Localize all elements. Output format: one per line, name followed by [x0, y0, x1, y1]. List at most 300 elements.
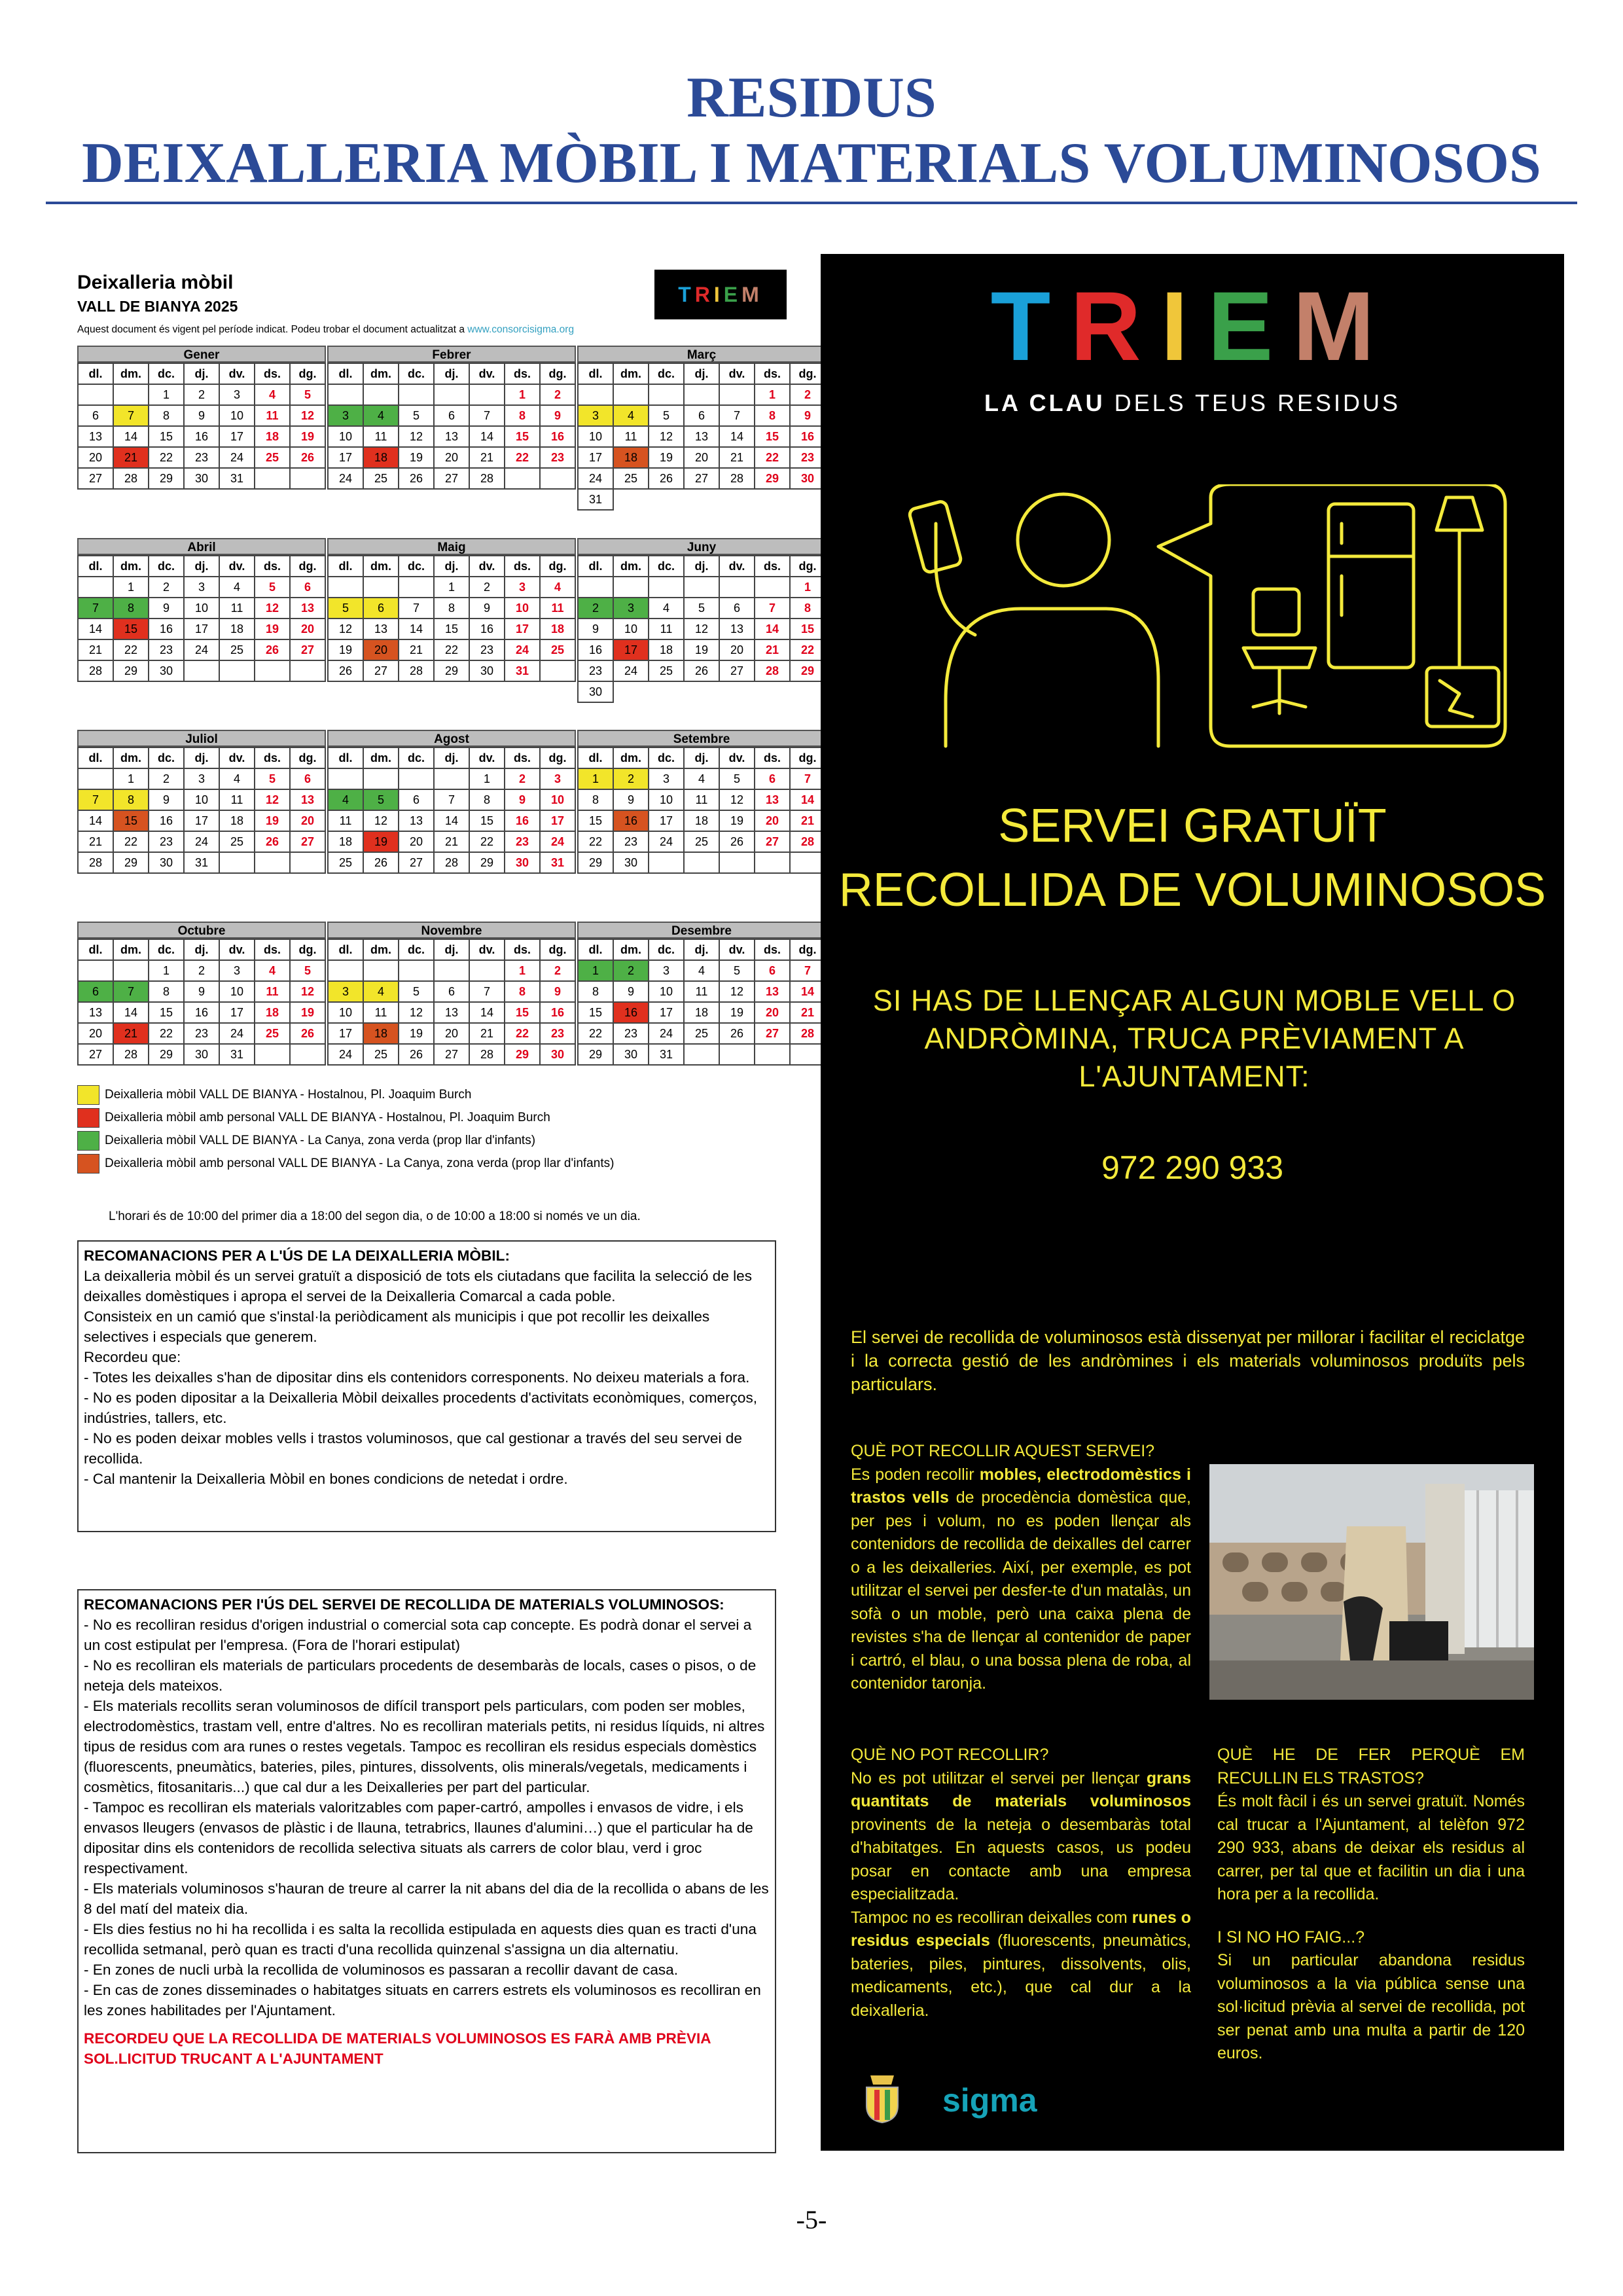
- calendar-day: 31: [578, 489, 613, 510]
- day-header: ds.: [755, 556, 790, 577]
- calendar-day: 5: [255, 577, 290, 598]
- calendar-day: 2: [184, 384, 219, 405]
- calendar-day: 21: [790, 810, 825, 831]
- calendar-day: 13: [399, 810, 434, 831]
- calendar-day: 1: [790, 577, 825, 598]
- calendar-day: [219, 852, 255, 873]
- page-subtitle: DEIXALLERIA MÒBIL I MATERIALS VOLUMINOSOS: [82, 132, 1541, 195]
- calendar-day: [684, 681, 719, 702]
- calendar-day: 29: [790, 660, 825, 681]
- calendar-day: 6: [684, 405, 719, 426]
- calendar-day: 15: [113, 619, 149, 639]
- calendar-day: 8: [113, 789, 149, 810]
- calendar-day: 18: [328, 831, 363, 852]
- calendar-day: 11: [255, 981, 290, 1002]
- q2b-pre: Tampoc no es recolliran deixalles com: [851, 1908, 1132, 1927]
- calendar-day: 29: [113, 852, 149, 873]
- calendar-day: 22: [755, 447, 790, 468]
- calendar-day: 29: [755, 468, 790, 489]
- calendar-day: 24: [505, 639, 540, 660]
- calendar-day: 26: [255, 639, 290, 660]
- month-setembre: [577, 730, 826, 874]
- calendar-day: 8: [755, 405, 790, 426]
- calendar-day: 2: [613, 768, 649, 789]
- calendar-day: 29: [505, 1044, 540, 1065]
- calendar-day: 13: [719, 619, 755, 639]
- day-header: dg.: [290, 939, 325, 960]
- calendar-day: 1: [113, 577, 149, 598]
- calendar-day: 9: [505, 789, 540, 810]
- legend-item: [77, 1131, 535, 1151]
- day-header: dj.: [684, 747, 719, 768]
- calendar-day: 20: [755, 1002, 790, 1023]
- month-juny: [577, 538, 826, 703]
- calendar-day: 25: [255, 447, 290, 468]
- calendar-day: 27: [434, 1044, 469, 1065]
- calendar-day: 20: [684, 447, 719, 468]
- day-header: dm.: [613, 363, 649, 384]
- calendar-day: 27: [78, 468, 113, 489]
- calendar-day: 19: [290, 1002, 325, 1023]
- calendar-day: [684, 384, 719, 405]
- calendar-day: 19: [649, 447, 684, 468]
- reco-voluminosos-note: RECORDEU QUE LA RECOLLIDA DE MATERIALS VOLUMINOSOS ES FARÀ AMB PRÈVIA SOL.LICITUD TRUCANT A L'AJUNTAMENT: [84, 2030, 711, 2067]
- reco-paragraph: - Totes les deixalles s'han de dipositar dins els contenidors corresponents. No deixeu materials a fora.: [84, 1369, 750, 1386]
- calendar-day: 14: [78, 619, 113, 639]
- calendar-day: 11: [219, 789, 255, 810]
- day-header: dm.: [363, 556, 399, 577]
- calendar-day: 3: [649, 768, 684, 789]
- day-header: ds.: [255, 939, 290, 960]
- calendar-day: 27: [719, 660, 755, 681]
- legend-item: [77, 1154, 614, 1174]
- legend-text: Deixalleria mòbil VALL DE BIANYA - Hostalnou, Pl. Joaquim Burch: [105, 1088, 472, 1102]
- calendar-day: 18: [219, 810, 255, 831]
- calendar-day: 25: [219, 831, 255, 852]
- calendar-day: 6: [434, 405, 469, 426]
- calendar-day: [255, 468, 290, 489]
- calendar-day: 27: [434, 468, 469, 489]
- calendar-day: 27: [399, 852, 434, 873]
- calendar-day: 12: [719, 789, 755, 810]
- calendar-day: 4: [219, 577, 255, 598]
- calendar-day: 26: [399, 1044, 434, 1065]
- calendar-day: 20: [78, 1023, 113, 1044]
- calendar-day: 29: [149, 1044, 184, 1065]
- calendar-day: 31: [505, 660, 540, 681]
- day-header: dg.: [790, 747, 825, 768]
- calendar-day: 21: [78, 639, 113, 660]
- calendar-day: 20: [434, 447, 469, 468]
- day-header: dv.: [469, 556, 505, 577]
- calendar-day: 28: [719, 468, 755, 489]
- calendar-day: 19: [719, 810, 755, 831]
- legend-swatch: [77, 1108, 99, 1128]
- calendar-day: 4: [363, 405, 399, 426]
- legend-text: Deixalleria mòbil VALL DE BIANYA - La Canya, zona verda (prop llar d'infants): [105, 1134, 536, 1147]
- legend-item: [77, 1108, 550, 1128]
- calendar-day: 14: [399, 619, 434, 639]
- section-que-he-de-fer: [1217, 1744, 1525, 2066]
- calendar-day: 4: [684, 768, 719, 789]
- calendar-day: 24: [184, 831, 219, 852]
- calendar-day: 11: [649, 619, 684, 639]
- calendar-day: 22: [113, 831, 149, 852]
- calendar-day: 7: [755, 598, 790, 619]
- calendar-day: [578, 577, 613, 598]
- day-header: dm.: [113, 363, 149, 384]
- calendar-day: 11: [684, 789, 719, 810]
- calendar-day: 29: [149, 468, 184, 489]
- calendar-day: 30: [149, 660, 184, 681]
- calendar-day: 27: [755, 1023, 790, 1044]
- calendar-day: 28: [113, 468, 149, 489]
- day-header: dm.: [613, 747, 649, 768]
- calendar-day: 17: [649, 810, 684, 831]
- calendar-day: 15: [434, 619, 469, 639]
- calendar-day: 9: [540, 405, 575, 426]
- calendar-day: [113, 960, 149, 981]
- calendar-note-text: Aquest document és vigent pel període indicat. Podeu trobar el document actualitzat a: [77, 324, 468, 335]
- voluminosos-street-photo: [1209, 1464, 1534, 1700]
- calendar-day: 30: [184, 468, 219, 489]
- calendar-day: 22: [434, 639, 469, 660]
- calendar-day: 17: [219, 1002, 255, 1023]
- reco-paragraph: - Tampoc es recolliran els materials valoritzables com paper-cartró, ampolles i envasos de vidre, i els envasos lleugers (envasos de plàstic i de llauna, tetrabrics, llaunes d'alumini…) que el particular ha de dipositar dins els contenidors de recollida selectiva situats als carrers de color blau, verd i groc respectivament.: [84, 1799, 753, 1876]
- calendar-day: 22: [505, 447, 540, 468]
- calendar-day: [755, 1044, 790, 1065]
- day-header: dv.: [219, 363, 255, 384]
- month-febrer: [327, 346, 576, 490]
- month-maig: [327, 538, 576, 682]
- calendar-day: 29: [578, 1044, 613, 1065]
- calendar-day: [613, 489, 649, 510]
- calendar-day: 23: [578, 660, 613, 681]
- day-header: dv.: [469, 363, 505, 384]
- calendar-day: 30: [578, 681, 613, 702]
- calendar-day: 28: [434, 852, 469, 873]
- calendar-day: 30: [149, 852, 184, 873]
- calendar-day: [328, 384, 363, 405]
- calendar-day: [434, 960, 469, 981]
- calendar-day: [328, 577, 363, 598]
- calendar-day: 18: [684, 810, 719, 831]
- calendar-day: [113, 384, 149, 405]
- calendar-day: 9: [613, 981, 649, 1002]
- calendar-day: 27: [290, 639, 325, 660]
- calendar-day: 9: [613, 789, 649, 810]
- calendar-day: 24: [613, 660, 649, 681]
- day-header: dl.: [578, 747, 613, 768]
- calendar-day: 8: [149, 405, 184, 426]
- calendar-day: 19: [399, 447, 434, 468]
- calendar-day: 15: [469, 810, 505, 831]
- calendar-day: 30: [613, 852, 649, 873]
- day-header: dl.: [578, 363, 613, 384]
- calendar-day: 4: [328, 789, 363, 810]
- calendar-day: [399, 577, 434, 598]
- calendar-day: 13: [78, 426, 113, 447]
- calendar-day: 7: [719, 405, 755, 426]
- calendar-day: 28: [469, 1044, 505, 1065]
- calendar-day: 17: [649, 1002, 684, 1023]
- month-name: Maig: [327, 538, 576, 555]
- calendar-day: 5: [719, 960, 755, 981]
- month-name: Octubre: [77, 922, 326, 939]
- calendar-day: 8: [149, 981, 184, 1002]
- calendar-day: 19: [255, 619, 290, 639]
- legend-text: Deixalleria mòbil amb personal VALL DE BIANYA - Hostalnou, Pl. Joaquim Burch: [105, 1111, 550, 1124]
- calendar-day: 17: [184, 810, 219, 831]
- calendar-day: 8: [578, 981, 613, 1002]
- calendar-day: [290, 1044, 325, 1065]
- calendar-day: [578, 384, 613, 405]
- calendar-day: 16: [613, 1002, 649, 1023]
- calendar-day: 6: [755, 960, 790, 981]
- calendar-day: [434, 384, 469, 405]
- calendar-day: [649, 852, 684, 873]
- calendar-day: 28: [113, 1044, 149, 1065]
- month-març: [577, 346, 826, 511]
- day-header: dv.: [219, 747, 255, 768]
- day-header: ds.: [255, 747, 290, 768]
- calendar-day: 24: [219, 447, 255, 468]
- calendar-day: 19: [363, 831, 399, 852]
- calendar-day: 15: [505, 426, 540, 447]
- calendar-day: 21: [469, 1023, 505, 1044]
- calendar-day: [755, 577, 790, 598]
- day-header: dm.: [613, 556, 649, 577]
- calendar-day: [290, 660, 325, 681]
- calendar-day: 23: [790, 447, 825, 468]
- reco-paragraph: - Cal mantenir la Deixalleria Mòbil en bones condicions de netedat i ordre.: [84, 1471, 568, 1487]
- day-header: dl.: [78, 939, 113, 960]
- calendar-day: 1: [434, 577, 469, 598]
- calendar-day: 27: [290, 831, 325, 852]
- calendar-day: 13: [290, 598, 325, 619]
- calendar-day: 21: [113, 447, 149, 468]
- calendar-day: 13: [434, 1002, 469, 1023]
- calendar-day: 24: [540, 831, 575, 852]
- calendar-day: 26: [328, 660, 363, 681]
- day-header: dl.: [328, 939, 363, 960]
- calendar-day: 3: [578, 405, 613, 426]
- calendar-day: [649, 384, 684, 405]
- day-header: dv.: [719, 556, 755, 577]
- day-header: ds.: [755, 747, 790, 768]
- calendar-day: [255, 1044, 290, 1065]
- day-header: dv.: [719, 363, 755, 384]
- calendar-day: 20: [290, 810, 325, 831]
- consorci-link[interactable]: www.consorcisigma.org: [467, 324, 575, 335]
- calendar-day: 14: [755, 619, 790, 639]
- day-header: ds.: [255, 363, 290, 384]
- q2-text: [851, 1767, 1191, 1907]
- reco-paragraph: Recordeu que:: [84, 1349, 181, 1365]
- calendar-day: [399, 960, 434, 981]
- calendar-day: 13: [434, 426, 469, 447]
- calendar-day: [719, 577, 755, 598]
- day-header: dj.: [434, 363, 469, 384]
- reco-paragraph: - En cas de zones disseminades o habitatges situats en carrers estrets els voluminosos es recolliran en les zones habilitades per l'Ajuntament.: [84, 1982, 761, 2018]
- calendar-day: 14: [790, 789, 825, 810]
- q4-title: I SI NO HO FAIG...?: [1217, 1928, 1365, 1946]
- calendar-day: 3: [328, 405, 363, 426]
- calendar-day: 30: [790, 468, 825, 489]
- calendar-day: [613, 681, 649, 702]
- calendar-day: 12: [255, 598, 290, 619]
- calendar-day: 23: [149, 639, 184, 660]
- calendar-hours: L'horari és de 10:00 del primer dia a 18:00 del segon dia, o de 10:00 a 18:00 si només ve un dia.: [109, 1210, 641, 1223]
- calendar-day: 14: [790, 981, 825, 1002]
- calendar-day: 29: [578, 852, 613, 873]
- month-agost: [327, 730, 576, 874]
- calendar-day: 1: [505, 960, 540, 981]
- calendar-day: 6: [290, 768, 325, 789]
- month-name: Novembre: [327, 922, 576, 939]
- triem-letter: T: [990, 271, 1071, 381]
- calendar-day: 24: [649, 831, 684, 852]
- calendar-day: 7: [469, 405, 505, 426]
- calendar-day: [290, 468, 325, 489]
- q3-text: És molt fàcil i és un servei gratuït. Només cal trucar a l'Ajuntament, al telèfon 972 290 933, abans de deixar els residus al carrer, per tal que et facilitin un dia i una hora per a la recollida.: [1217, 1792, 1525, 1903]
- day-header: dc.: [649, 939, 684, 960]
- calendar-day: 4: [255, 960, 290, 981]
- calendar-day: 10: [540, 789, 575, 810]
- calendar-day: 9: [184, 981, 219, 1002]
- calendar-day: 29: [469, 852, 505, 873]
- calendar-day: 1: [505, 384, 540, 405]
- calendar-day: 22: [578, 1023, 613, 1044]
- calendar-day: 2: [613, 960, 649, 981]
- poster-phone[interactable]: 972 290 933: [1101, 1149, 1284, 1186]
- calendar-day: 16: [149, 810, 184, 831]
- calendar-day: 23: [184, 447, 219, 468]
- calendar-day: 12: [290, 405, 325, 426]
- calendar-day: 3: [219, 960, 255, 981]
- day-header: dg.: [290, 747, 325, 768]
- day-header: dj.: [184, 556, 219, 577]
- day-header: dc.: [149, 363, 184, 384]
- calendar-day: 19: [255, 810, 290, 831]
- calendar-day: 21: [469, 447, 505, 468]
- calendar-day: 3: [184, 577, 219, 598]
- calendar-day: 9: [469, 598, 505, 619]
- day-header: dg.: [290, 556, 325, 577]
- calendar-day: 16: [613, 810, 649, 831]
- calendar-day: 14: [113, 426, 149, 447]
- calendar-day: 3: [649, 960, 684, 981]
- calendar-day: 1: [755, 384, 790, 405]
- calendar-day: 24: [649, 1023, 684, 1044]
- ajuntament-shield-icon: [863, 2072, 902, 2124]
- calendar-day: 31: [219, 468, 255, 489]
- day-header: dc.: [149, 556, 184, 577]
- calendar-day: 8: [434, 598, 469, 619]
- reco-deixalleria-box: [77, 1240, 776, 1532]
- month-name: Desembre: [577, 922, 826, 939]
- calendar-day: 28: [399, 660, 434, 681]
- calendar-day: 5: [328, 598, 363, 619]
- calendar-day: 16: [578, 639, 613, 660]
- calendar-day: 7: [78, 598, 113, 619]
- calendar-day: 4: [219, 768, 255, 789]
- q2-pre: No es pot utilitzar el servei per llençar: [851, 1768, 1147, 1787]
- calendar-day: 4: [255, 384, 290, 405]
- calendar-day: 18: [363, 447, 399, 468]
- day-header: ds.: [255, 556, 290, 577]
- calendar-day: 28: [790, 1023, 825, 1044]
- calendar-day: 5: [290, 960, 325, 981]
- calendar-day: 20: [78, 447, 113, 468]
- poster-call-to-action: SI HAS DE LLENÇAR ALGUN MOBLE VELL O ANDRÒMINA, TRUCA PRÈVIAMENT A L'AJUNTAMENT:: [872, 984, 1516, 1093]
- q2-title: QUÈ NO POT RECOLLIR?: [851, 1746, 1049, 1764]
- calendar-day: 24: [578, 468, 613, 489]
- calendar-day: [790, 489, 825, 510]
- calendar-day: 10: [613, 619, 649, 639]
- calendar-day: 30: [540, 1044, 575, 1065]
- tagline-bold: LA CLAU: [984, 389, 1105, 416]
- calendar-day: 6: [434, 981, 469, 1002]
- day-header: dv.: [219, 556, 255, 577]
- calendar-day: 10: [505, 598, 540, 619]
- calendar-day: 25: [684, 831, 719, 852]
- calendar-day: 1: [578, 768, 613, 789]
- month-name: Gener: [77, 346, 326, 363]
- calendar-day: 10: [219, 981, 255, 1002]
- calendar-day: [755, 681, 790, 702]
- calendar-day: 11: [363, 1002, 399, 1023]
- calendar-day: 16: [505, 810, 540, 831]
- calendar-day: 6: [399, 789, 434, 810]
- calendar-day: 31: [184, 852, 219, 873]
- day-header: dj.: [184, 939, 219, 960]
- reco-paragraph: Consisteix en un camió que s'instal·la periòdicament als municipis i que pot recollir les deixalles selectives i especials que generem.: [84, 1308, 710, 1345]
- calendar-day: 12: [399, 1002, 434, 1023]
- calendar-day: 23: [469, 639, 505, 660]
- day-header: dl.: [78, 747, 113, 768]
- calendar-day: [219, 660, 255, 681]
- calendar-day: 5: [255, 768, 290, 789]
- calendar-day: 26: [363, 852, 399, 873]
- reco-deixalleria-title: RECOMANACIONS PER A L'ÚS DE LA DEIXALLERIA MÒBIL:: [84, 1247, 510, 1264]
- calendar-day: 23: [540, 1023, 575, 1044]
- calendar-day: 4: [684, 960, 719, 981]
- calendar-day: 6: [719, 598, 755, 619]
- day-header: dj.: [184, 747, 219, 768]
- calendar-day: 5: [399, 981, 434, 1002]
- sigma-logo: sigma: [942, 2082, 1037, 2119]
- day-header: ds.: [505, 363, 540, 384]
- tagline-rest: DELS TEUS RESIDUS: [1105, 389, 1401, 416]
- calendar-day: [78, 768, 113, 789]
- calendar-day: 21: [113, 1023, 149, 1044]
- calendar-day: 26: [684, 660, 719, 681]
- calendar-day: 7: [434, 789, 469, 810]
- q2-post: provinents de la neteja o desembaràs total d'habitatges. En aquests casos, us podeu posar en contacte amb una empresa especialitzada.: [851, 1815, 1191, 1903]
- month-name: Setembre: [577, 730, 826, 747]
- calendar-day: [649, 681, 684, 702]
- month-name: Març: [577, 346, 826, 363]
- day-header: dj.: [684, 363, 719, 384]
- calendar-day: [328, 768, 363, 789]
- calendar-day: [505, 468, 540, 489]
- calendar-day: [684, 852, 719, 873]
- calendar-day: [684, 489, 719, 510]
- calendar-day: 25: [613, 468, 649, 489]
- calendar-title: Deixalleria mòbil: [77, 272, 234, 293]
- day-header: ds.: [505, 556, 540, 577]
